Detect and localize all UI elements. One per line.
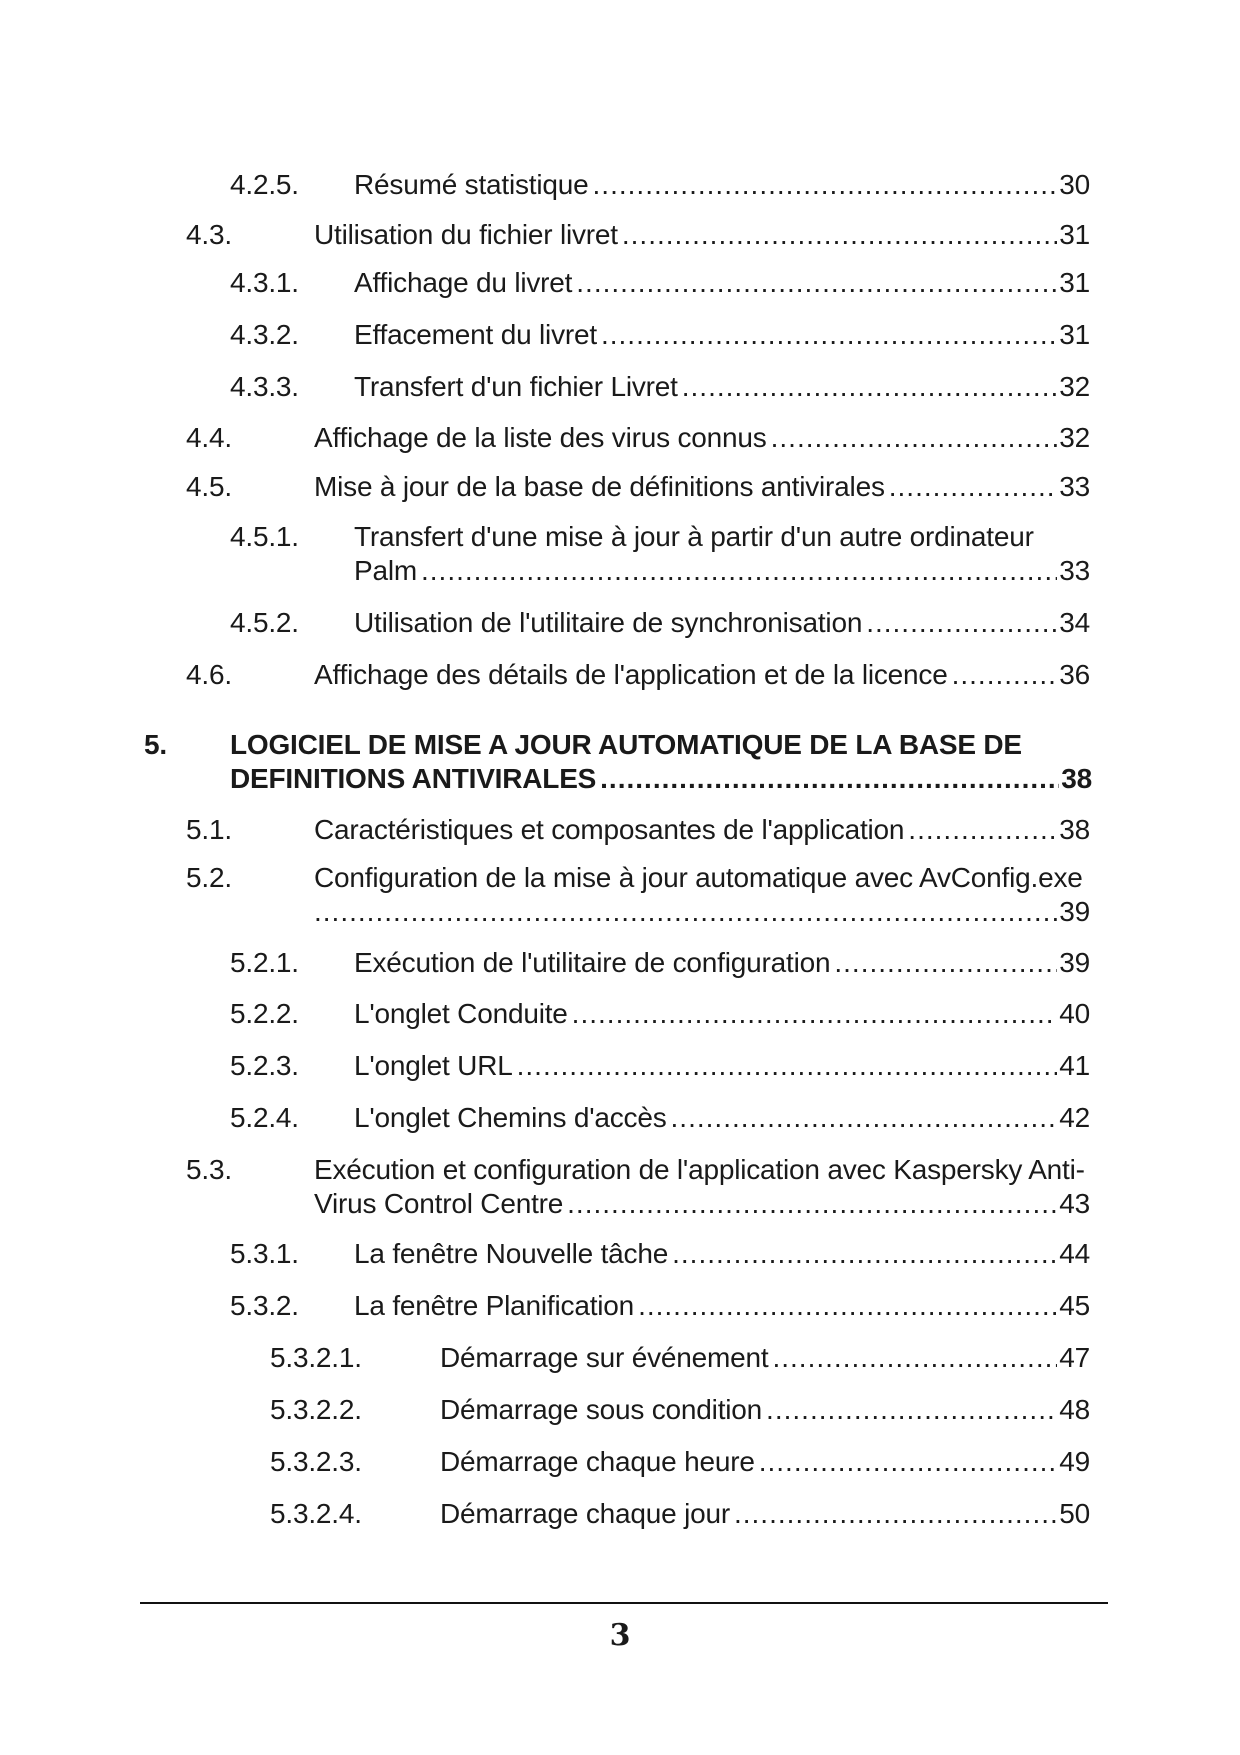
toc-entry-title: La fenêtre Nouvelle tâche bbox=[354, 1238, 669, 1269]
toc-entry-title: Démarrage chaque heure bbox=[440, 1446, 755, 1477]
dot-leader bbox=[314, 895, 1057, 929]
toc-entry-title-continued: Palm bbox=[354, 555, 417, 586]
toc-entry-page: 43 bbox=[1059, 1188, 1090, 1219]
toc-entry-title-continued: DEFINITIONS ANTIVIRALES bbox=[230, 763, 597, 794]
toc-entry-number: 4.6. bbox=[186, 659, 232, 690]
toc-entry-number: 4.4. bbox=[186, 422, 232, 453]
toc-entry-number: 5.2.2. bbox=[230, 998, 299, 1029]
toc-entry-number: 5. bbox=[144, 729, 167, 760]
toc-entry-number: 5.3.1. bbox=[230, 1238, 299, 1269]
toc-entry-number: 4.5.2. bbox=[230, 607, 299, 638]
toc-entry[interactable] bbox=[270, 1393, 1090, 1427]
toc-entry-title: L'onglet Chemins d'accès bbox=[354, 1102, 667, 1133]
toc-entry[interactable] bbox=[186, 1153, 1090, 1221]
toc-entry-title: Résumé statistique bbox=[354, 169, 589, 200]
toc-entry[interactable] bbox=[270, 1445, 1090, 1479]
toc-entry-title: L'onglet Conduite bbox=[354, 998, 568, 1029]
toc-entry-page: 36 bbox=[1059, 659, 1090, 690]
dot-leader bbox=[759, 1445, 1058, 1479]
toc-entry-page: 45 bbox=[1059, 1290, 1090, 1321]
toc-entry-title: Démarrage chaque jour bbox=[440, 1498, 730, 1529]
toc-entry[interactable] bbox=[230, 370, 1090, 404]
toc-entry-number: 4.3. bbox=[186, 219, 232, 250]
toc-entry-title: Transfert d'une mise à jour à partir d'un autre ordinateur bbox=[354, 521, 1034, 552]
dot-leader bbox=[517, 1049, 1058, 1083]
toc-entry-page: 33 bbox=[1059, 471, 1090, 502]
toc-entry-number: 5.2.4. bbox=[230, 1102, 299, 1133]
toc-entry[interactable] bbox=[230, 997, 1090, 1031]
toc-entry-page: 48 bbox=[1059, 1394, 1090, 1425]
toc-entry-title: Transfert d'un fichier Livret bbox=[354, 371, 678, 402]
toc-entry-page: 44 bbox=[1059, 1238, 1090, 1269]
toc-entry-number: 4.3.2. bbox=[230, 319, 299, 350]
toc-entry-page: 32 bbox=[1059, 422, 1090, 453]
toc-entry-title: Utilisation du fichier livret bbox=[314, 219, 618, 250]
toc-entry-title: Mise à jour de la base de définitions antivirales bbox=[314, 471, 885, 502]
dot-leader bbox=[671, 1101, 1058, 1135]
toc-entry-number: 4.5. bbox=[186, 471, 232, 502]
toc-entry[interactable] bbox=[186, 813, 1090, 847]
toc-entry-title: Exécution de l'utilitaire de configuration bbox=[354, 947, 831, 978]
toc-entry-number: 5.2.3. bbox=[230, 1050, 299, 1081]
toc-entry-number: 5.3. bbox=[186, 1154, 232, 1185]
toc-entry[interactable] bbox=[186, 658, 1090, 692]
toc-entry-page: 33 bbox=[1059, 555, 1090, 586]
dot-leader bbox=[952, 658, 1058, 692]
dot-leader bbox=[889, 470, 1058, 504]
toc-entry[interactable] bbox=[230, 606, 1090, 640]
toc-entry-title: LOGICIEL DE MISE A JOUR AUTOMATIQUE DE LA BASE DE bbox=[230, 729, 1022, 760]
toc-entry-title: Affichage des détails de l'application et de la licence bbox=[314, 659, 948, 690]
toc-entry-page: 50 bbox=[1059, 1498, 1090, 1529]
toc-entry-page: 34 bbox=[1059, 607, 1090, 638]
dot-leader bbox=[638, 1289, 1057, 1323]
toc-entry-title: Utilisation de l'utilitaire de synchronisation bbox=[354, 607, 863, 638]
toc-entry[interactable] bbox=[230, 946, 1090, 980]
dot-leader bbox=[834, 946, 1057, 980]
toc-entry-number: 5.3.2.1. bbox=[270, 1342, 362, 1373]
toc-entry-title: Affichage de la liste des virus connus bbox=[314, 422, 767, 453]
dot-leader bbox=[908, 813, 1057, 847]
toc-entry-number: 5.3.2.3. bbox=[270, 1446, 362, 1477]
toc-entry-page: 31 bbox=[1059, 267, 1090, 298]
toc-entry-title: Démarrage sous condition bbox=[440, 1394, 763, 1425]
toc-entry-page: 38 bbox=[1059, 814, 1090, 845]
toc-entry-page: 39 bbox=[1059, 896, 1090, 927]
toc-entry[interactable] bbox=[230, 520, 1090, 588]
toc-entry-page: 32 bbox=[1059, 371, 1090, 402]
toc-entry-title: La fenêtre Planification bbox=[354, 1290, 635, 1321]
toc-entry-number: 5.2.1. bbox=[230, 947, 299, 978]
toc-entry[interactable] bbox=[230, 1049, 1090, 1083]
toc-entry-title: Démarrage sur événement bbox=[440, 1342, 769, 1373]
footer-rule bbox=[140, 1602, 1108, 1604]
toc-entry[interactable] bbox=[230, 168, 1090, 202]
dot-leader bbox=[734, 1497, 1057, 1531]
dot-leader bbox=[593, 168, 1058, 202]
toc-entry[interactable] bbox=[186, 218, 1090, 252]
toc-entry-title: Effacement du livret bbox=[354, 319, 597, 350]
dot-leader bbox=[601, 318, 1057, 352]
toc-entry-number: 4.2.5. bbox=[230, 169, 299, 200]
dot-leader bbox=[866, 606, 1057, 640]
toc-entry-title: Configuration de la mise à jour automatique avec AvConfig.exe bbox=[314, 862, 1083, 893]
toc-entry-page: 31 bbox=[1059, 319, 1090, 350]
dot-leader bbox=[567, 1187, 1057, 1221]
toc-entry[interactable] bbox=[186, 470, 1090, 504]
toc-entry[interactable] bbox=[186, 861, 1090, 929]
toc-entry-page: 30 bbox=[1059, 169, 1090, 200]
toc-entry-page: 38 bbox=[1061, 763, 1092, 794]
toc-entry[interactable] bbox=[230, 1101, 1090, 1135]
toc-entry-number: 5.3.2. bbox=[230, 1290, 299, 1321]
dot-leader bbox=[421, 554, 1057, 588]
toc-entry-page: 41 bbox=[1059, 1050, 1090, 1081]
toc-entry[interactable] bbox=[230, 318, 1090, 352]
toc-entry-page: 47 bbox=[1059, 1342, 1090, 1373]
toc-entry-title: Caractéristiques et composantes de l'application bbox=[314, 814, 905, 845]
toc-entry-page: 42 bbox=[1059, 1102, 1090, 1133]
dot-leader bbox=[672, 1237, 1057, 1271]
dot-leader bbox=[622, 218, 1057, 252]
toc-entry-number: 5.3.2.4. bbox=[270, 1498, 362, 1529]
toc-entry-page: 31 bbox=[1059, 219, 1090, 250]
toc-entry-number: 5.3.2.2. bbox=[270, 1394, 362, 1425]
toc-entry[interactable] bbox=[230, 266, 1090, 300]
toc-entry[interactable] bbox=[186, 421, 1090, 455]
dot-leader bbox=[600, 762, 1059, 796]
toc-entry-number: 4.3.1. bbox=[230, 267, 299, 298]
toc-entry-title: Exécution et configuration de l'application avec Kaspersky Anti- bbox=[314, 1154, 1085, 1185]
dot-leader bbox=[766, 1393, 1057, 1427]
dot-leader bbox=[576, 266, 1057, 300]
toc-entry[interactable] bbox=[270, 1341, 1090, 1375]
toc-entry-title: Affichage du livret bbox=[354, 267, 573, 298]
dot-leader bbox=[772, 1341, 1057, 1375]
dot-leader bbox=[682, 370, 1058, 404]
toc-entry-title-continued: Virus Control Centre bbox=[314, 1188, 564, 1219]
toc-entry-number: 4.3.3. bbox=[230, 371, 299, 402]
toc-entry-number: 5.2. bbox=[186, 862, 232, 893]
dot-leader bbox=[771, 421, 1058, 455]
toc-entry[interactable] bbox=[230, 1237, 1090, 1271]
toc-entry-page: 39 bbox=[1059, 947, 1090, 978]
toc-entry[interactable] bbox=[270, 1497, 1090, 1531]
toc-entry-page: 40 bbox=[1059, 998, 1090, 1029]
toc-chapter-entry[interactable] bbox=[144, 728, 1092, 796]
page-number: 3 bbox=[609, 1618, 631, 1653]
toc-entry-page: 49 bbox=[1059, 1446, 1090, 1477]
dot-leader bbox=[572, 997, 1058, 1031]
toc-entry-title: L'onglet URL bbox=[354, 1050, 513, 1081]
toc-entry-number: 5.1. bbox=[186, 814, 232, 845]
toc-entry-number: 4.5.1. bbox=[230, 521, 299, 552]
toc-entry[interactable] bbox=[230, 1289, 1090, 1323]
